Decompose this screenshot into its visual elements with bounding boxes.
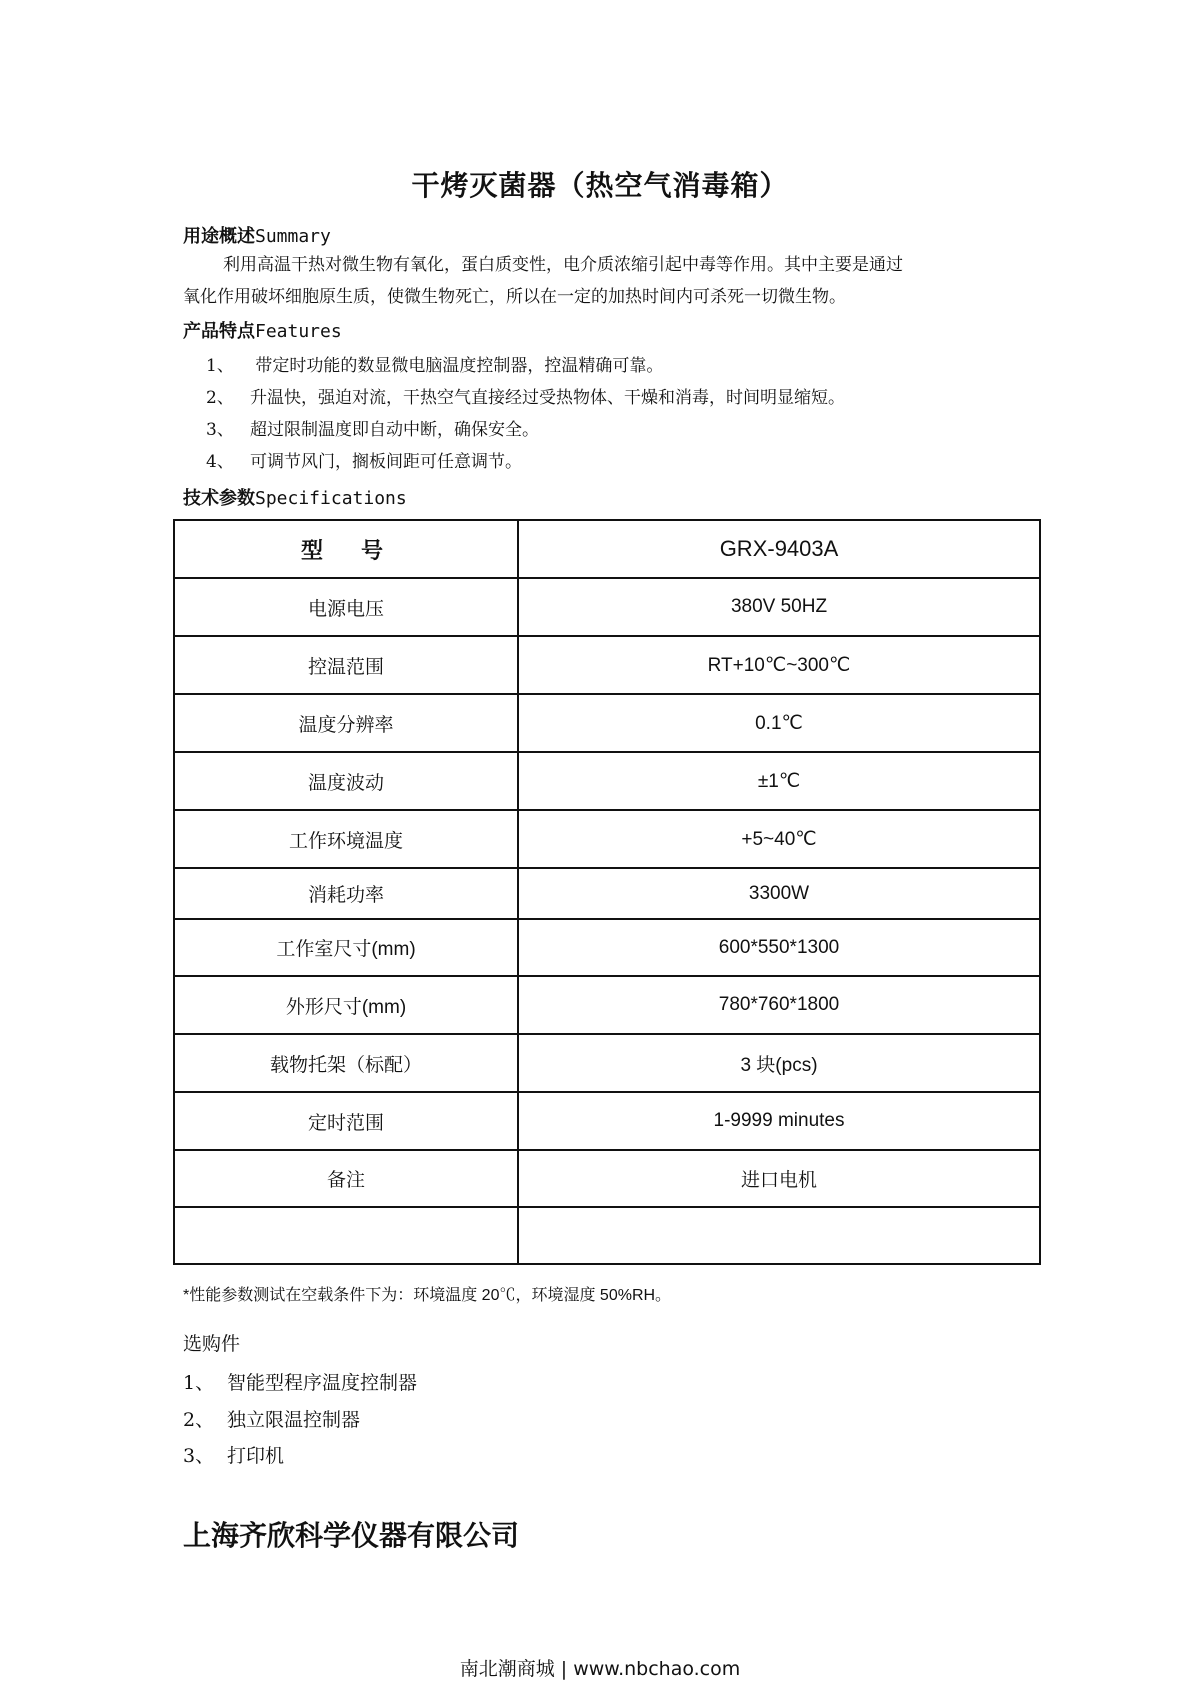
table-row [174, 919, 1040, 976]
spec-value: 3 块(pcs) [518, 1034, 1040, 1092]
option-number: 3、 [183, 1445, 215, 1467]
summary-heading-en: Summary [255, 226, 331, 247]
spec-label: 控温范围 [174, 636, 518, 694]
spec-label: 工作室尺寸(mm) [174, 919, 518, 976]
spec-value: 380V 50HZ [518, 578, 1040, 636]
spec-label [174, 1207, 518, 1264]
spec-table [173, 519, 1041, 1265]
spec-label: 消耗功率 [174, 868, 518, 919]
spec-label: 载物托架（标配） [174, 1034, 518, 1092]
spec-value: RT+10℃~300℃ [518, 636, 1040, 694]
table-row [174, 578, 1040, 636]
spec-label: 工作环境温度 [174, 810, 518, 868]
feature-item [206, 383, 845, 408]
spec-label: 外形尺寸(mm) [174, 976, 518, 1034]
spec-label: 温度波动 [174, 752, 518, 810]
table-row [174, 976, 1040, 1034]
table-row [174, 868, 1040, 919]
option-item [183, 1441, 284, 1468]
table-row [174, 752, 1040, 810]
feature-text: 可调节风门，搁板间距可任意调节。 [250, 452, 522, 472]
features-heading [183, 317, 342, 343]
features-heading-en: Features [255, 321, 342, 342]
feature-number: 1、 [206, 356, 234, 376]
spec-value: 3300W [518, 868, 1040, 919]
spec-value: 600*550*1300 [518, 919, 1040, 976]
table-row [174, 694, 1040, 752]
feature-text: 超过限制温度即自动中断，确保安全。 [250, 420, 539, 440]
summary-paragraph [183, 249, 1033, 313]
option-number: 1、 [183, 1372, 215, 1394]
model-value: GRX-9403A [518, 520, 1040, 578]
footer-watermark: 南北潮商城 | www.nbchao.com [459, 1658, 741, 1680]
feature-item [206, 351, 663, 376]
test-condition-note: *性能参数测试在空载条件下为：环境温度 20℃，环境湿度 50%RH。 [183, 1287, 672, 1304]
summary-line-1: 利用高温干热对微生物有氧化，蛋白质变性，电介质浓缩引起中毒等作用。其中主要是通过 [223, 255, 903, 275]
table-row [174, 636, 1040, 694]
model-label: 型 号 [174, 520, 518, 578]
feature-item [206, 447, 522, 472]
spec-label: 定时范围 [174, 1092, 518, 1150]
specs-heading-cn: 技术参数 [183, 488, 255, 509]
option-number: 2、 [183, 1409, 215, 1431]
table-row [174, 1034, 1040, 1092]
spec-label: 温度分辨率 [174, 694, 518, 752]
summary-line-2: 氧化作用破坏细胞原生质，使微生物死亡，所以在一定的加热时间内可杀死一切微生物。 [183, 287, 846, 307]
option-text: 独立限温控制器 [227, 1409, 361, 1431]
option-item [183, 1405, 360, 1432]
feature-number: 3、 [206, 420, 234, 440]
spec-value: 1-9999 minutes [518, 1092, 1040, 1150]
summary-heading-cn: 用途概述 [183, 226, 255, 247]
feature-text: 升温快，强迫对流，干热空气直接经过受热物体、干燥和消毒，时间明显缩短。 [250, 388, 845, 408]
company-name: 上海齐欣科学仪器有限公司 [183, 1519, 520, 1552]
table-row [174, 1150, 1040, 1207]
option-text: 智能型程序温度控制器 [227, 1372, 418, 1394]
spec-label: 备注 [174, 1150, 518, 1207]
spec-label: 电源电压 [174, 578, 518, 636]
spec-value: 0.1℃ [518, 694, 1040, 752]
option-item [183, 1368, 417, 1395]
spec-value: ±1℃ [518, 752, 1040, 810]
page-title: 干烤灭菌器（热空气消毒箱） [411, 169, 789, 202]
specs-heading-en: Specifications [255, 488, 407, 509]
options-title: 选购件 [183, 1333, 241, 1355]
summary-heading [183, 222, 331, 248]
option-text: 打印机 [227, 1445, 285, 1467]
feature-number: 4、 [206, 452, 234, 472]
table-row [174, 810, 1040, 868]
specs-heading [183, 484, 407, 510]
spec-value [518, 1207, 1040, 1264]
feature-number: 2、 [206, 388, 234, 408]
spec-value: +5~40℃ [518, 810, 1040, 868]
feature-item [206, 415, 539, 440]
features-heading-cn: 产品特点 [183, 321, 255, 342]
spec-value: 进口电机 [518, 1150, 1040, 1207]
feature-text: 带定时功能的数显微电脑温度控制器，控温精确可靠。 [250, 356, 664, 376]
table-row [174, 520, 1040, 578]
table-row [174, 1207, 1040, 1264]
table-row [174, 1092, 1040, 1150]
spec-value: 780*760*1800 [518, 976, 1040, 1034]
